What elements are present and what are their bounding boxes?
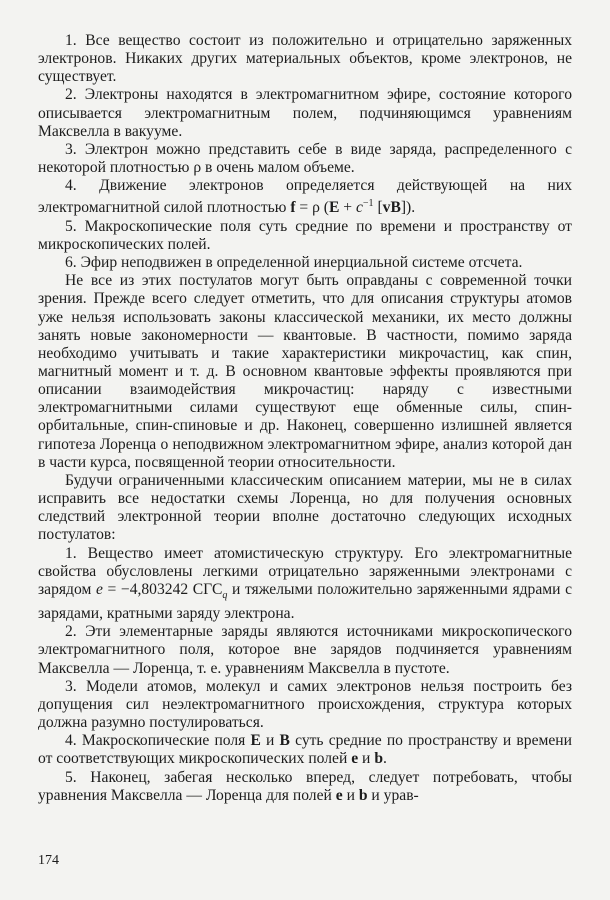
symbol-B: B (279, 732, 290, 750)
formula-vB: vB (382, 199, 401, 217)
new-postulate-3: 3. Модели атомов, молекул и самих электронов нельзя построить без допущения сил неэлектромагнитного происхождения, структура которых должна разумно постулироваться. (38, 677, 572, 732)
postulate-5: 5. Макроскопические поля суть средние по времени и пространству от микроскопических полей. (38, 217, 572, 253)
formula-c: c (355, 199, 363, 217)
new-postulate-5: 5. Наконец, забегая несколько вперед, следует потребовать, чтобы уравнения Максвелла — Лоренца для полей e и b и урав- (38, 768, 572, 804)
formula-f: f (290, 199, 296, 217)
postulate-2: 2. Электроны находятся в электромагнитном эфире, состояние которого описывается электромагнитным полем, подчиняющимся уравнениям Максвелла в вакууме. (38, 86, 572, 140)
postulate-4: 4. Движение электронов определяется действующей на них электромагнитной силой плотностью f = ρ ($E + c^{-1}$ [vB]). (38, 177, 572, 217)
symbol-b-field-2: b (358, 786, 368, 804)
formula-exponent: −1 (362, 198, 374, 210)
discussion-paragraph: Не все из этих постулатов могут быть оправданы с современной точки зрения. Прежде всего следует отметить, что для описания структуры атомов уже нельзя использовать законы классической механики, их место должны занять новые закономерности — квантовые. В частности, помимо заряда необходимо учитывать и такие характеристики микрочастиц, как спин, магнитный момент и т. д. В основном квантовые эффекты проявляются при описании взаимодействия микрочастиц: наряду с известными электромагнитными силами существуют еще обменные силы, спин-орбитальные, спин-спиновые и др. Наконец, совершенно излишней является гипотеза Лоренца о неподвижном электромагнитном эфире, анализ которой дан в части курса, посвященной теории относительности. (38, 272, 572, 471)
page-number: 174 (38, 853, 59, 868)
page-body (38, 32, 572, 805)
symbol-e-field: e (351, 750, 359, 768)
symbol-e: e (95, 580, 103, 598)
new-postulate-4: 4. Макроскопические поля E и B суть средние по пространству и времени от соответствующих микроскопических полей e и b. (38, 732, 572, 768)
postulate-3: 3. Электрон можно представить себе в виде заряда, распределенного с некоторой плотностью ρ в очень малом объеме. (38, 140, 572, 177)
postulate-6: 6. Эфир неподвижен в определенной инерциальной системе отсчета. (65, 254, 523, 272)
intro-paragraph: Будучи ограниченными классическим описанием материи, мы не в силах исправить все недостатки схемы Лоренца, но для получения основных следствий электронной теории вполне достаточно следующих исходных постулатов: (38, 471, 572, 544)
new-postulate-1: 1. Вещество имеет атомистическую структуру. Его электромагнитные свойства обусловлены легкими отрицательно заряженными электронами с зарядом e = −4,803242 $СГС_q$ и тяжелыми положительно заряженными ядрами с зарядами, кратными заряду электрона. (38, 544, 573, 623)
symbol-e-field-2: e (335, 786, 343, 804)
postulate-1: 1. Все вещество состоит из положительно и отрицательно заряженных электронов. Никаких других материальных объектов, кроме электронов, не существует. (38, 32, 572, 86)
symbol-E: E (250, 732, 261, 750)
postulate-4-text: 4. Движение электронов определяется действующей на них электромагнитной силой плотностью (38, 177, 572, 217)
symbol-b-field: b (374, 750, 383, 768)
unit-subscript: q (222, 589, 228, 601)
new-postulate-2: 2. Эти элементарные заряды являются источниками микроскопического электромагнитного поля, которое вне зарядов подчиняется уравнениям Максвелла — Лоренца, т. е. уравнениям Максвелла в пустоте. (38, 623, 572, 677)
formula-E: E (328, 199, 340, 217)
